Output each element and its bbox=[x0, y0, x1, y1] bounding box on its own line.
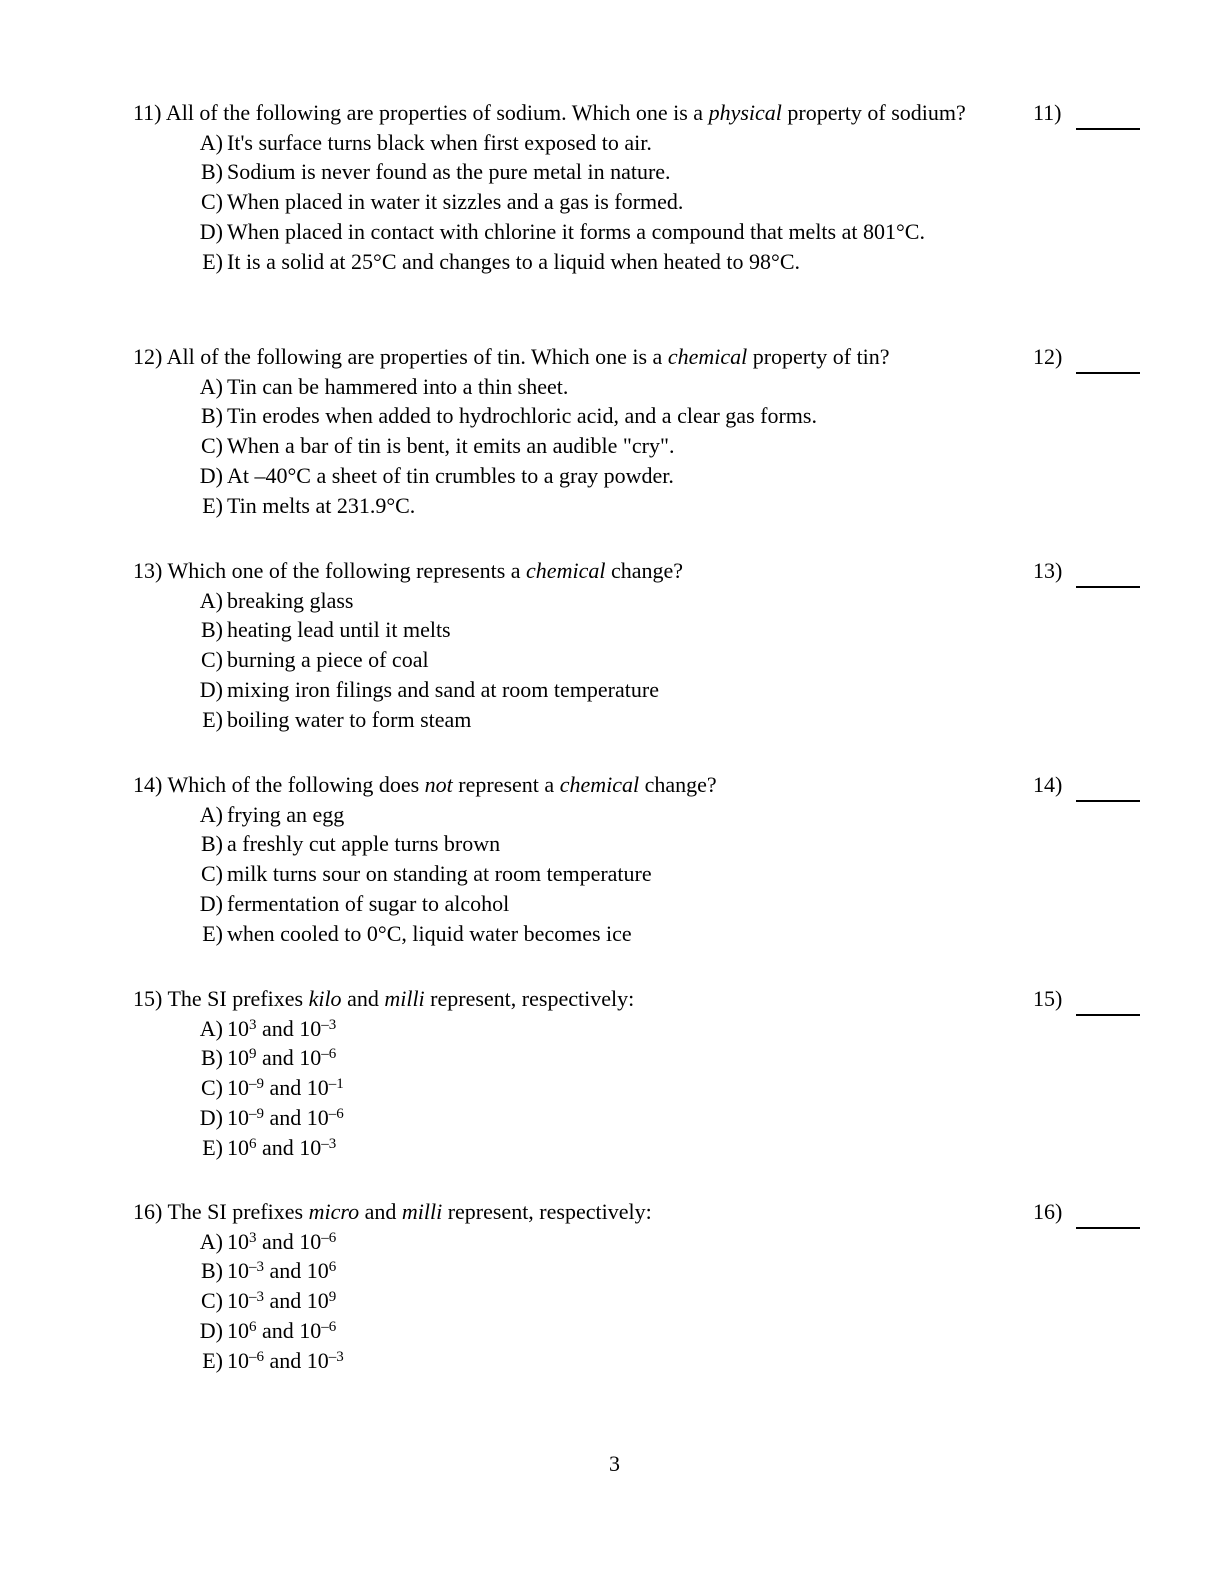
option-base: 10 bbox=[227, 1015, 249, 1041]
question-number: 12) bbox=[133, 344, 163, 369]
option-base: and 10 bbox=[264, 1075, 329, 1101]
option-c bbox=[133, 431, 1143, 461]
answer-blank[interactable] bbox=[1076, 800, 1140, 802]
option-exponent: 3 bbox=[249, 1229, 257, 1246]
option-letter: E) bbox=[202, 1347, 223, 1373]
option-base: 10 bbox=[227, 1045, 249, 1071]
option-c bbox=[133, 1286, 1143, 1316]
option-b bbox=[133, 829, 1143, 859]
option-a bbox=[133, 372, 1143, 402]
option-list bbox=[133, 586, 1143, 735]
answer-blank[interactable] bbox=[1076, 1014, 1140, 1016]
option-b bbox=[133, 1043, 1143, 1073]
option-letter: A) bbox=[199, 129, 223, 155]
option-base: and 10 bbox=[256, 1045, 322, 1071]
option-text: heating lead until it melts bbox=[227, 617, 451, 643]
option-b bbox=[133, 1256, 1143, 1286]
option-exponent: –6 bbox=[321, 1046, 337, 1063]
option-c bbox=[133, 1073, 1143, 1103]
option-letter: D) bbox=[199, 218, 223, 244]
stem-text: represent, respectively: bbox=[424, 986, 635, 1011]
option-text: when cooled to 0°C, liquid water becomes ice bbox=[227, 920, 632, 946]
stem-text: All of the following are properties of tin. Which one is a bbox=[166, 344, 668, 369]
option-exponent: –3 bbox=[249, 1259, 264, 1276]
question-number: 15) bbox=[133, 986, 163, 1011]
option-letter: A) bbox=[199, 373, 223, 399]
option-list bbox=[133, 1227, 1143, 1376]
question-stem bbox=[133, 98, 991, 128]
option-base: 10 bbox=[227, 1104, 249, 1130]
option-text: It is a solid at 25°C and changes to a liquid when heated to 98°C. bbox=[227, 248, 800, 274]
stem-text: Which one of the following represents a bbox=[167, 558, 527, 583]
option-letter: A) bbox=[199, 1015, 223, 1041]
option-letter: E) bbox=[202, 1134, 223, 1160]
option-text: When a bar of tin is bent, it emits an audible "cry". bbox=[227, 433, 675, 459]
question-number: 13) bbox=[133, 558, 163, 583]
page-number: 3 bbox=[609, 1451, 620, 1476]
option-b bbox=[133, 615, 1143, 645]
question-12 bbox=[133, 342, 1143, 520]
option-base: 10 bbox=[227, 1258, 249, 1284]
option-exponent: –1 bbox=[328, 1076, 344, 1093]
option-letter: C) bbox=[201, 433, 223, 459]
option-letter: C) bbox=[201, 1288, 223, 1314]
stem-text: The SI prefixes bbox=[167, 1199, 309, 1224]
option-exponent: 6 bbox=[249, 1318, 257, 1335]
answer-number: 15) bbox=[1033, 986, 1063, 1011]
question-stem bbox=[133, 984, 991, 1014]
option-exponent: –3 bbox=[321, 1016, 337, 1033]
option-exponent: –6 bbox=[321, 1229, 337, 1246]
option-base: 10 bbox=[227, 1075, 249, 1101]
option-b bbox=[133, 157, 1143, 187]
option-list bbox=[133, 372, 1143, 521]
option-letter: E) bbox=[202, 920, 223, 946]
option-exponent: –9 bbox=[249, 1105, 264, 1122]
option-text: burning a piece of coal bbox=[227, 647, 429, 673]
question-stem bbox=[133, 1197, 991, 1227]
option-exponent: –3 bbox=[328, 1348, 344, 1365]
option-exponent: –9 bbox=[249, 1076, 264, 1093]
stem-emphasis: chemical bbox=[526, 558, 606, 583]
option-text: boiling water to form steam bbox=[227, 706, 472, 732]
stem-text: All of the following are properties of sodium. Which one is a bbox=[165, 100, 709, 125]
stem-text: represent, respectively: bbox=[442, 1199, 652, 1224]
option-letter: D) bbox=[199, 1104, 223, 1130]
option-a bbox=[133, 128, 1143, 158]
option-exponent: –6 bbox=[328, 1105, 344, 1122]
answer-number: 16) bbox=[1033, 1199, 1063, 1224]
option-exponent: 6 bbox=[249, 1135, 257, 1152]
option-list bbox=[133, 128, 1143, 277]
option-base: 10 bbox=[227, 1228, 249, 1254]
option-text: frying an egg bbox=[227, 801, 345, 827]
option-letter: B) bbox=[201, 831, 223, 857]
stem-text: and bbox=[341, 986, 385, 1011]
option-letter: A) bbox=[199, 1228, 223, 1254]
option-list bbox=[133, 1014, 1143, 1163]
option-text: fermentation of sugar to alcohol bbox=[227, 890, 510, 916]
stem-text: and bbox=[359, 1199, 402, 1224]
stem-emphasis: milli bbox=[384, 986, 425, 1011]
option-text: It's surface turns black when first exposed to air. bbox=[227, 129, 652, 155]
option-text: At –40°C a sheet of tin crumbles to a gray powder. bbox=[227, 462, 674, 488]
option-base: and 10 bbox=[256, 1317, 322, 1343]
answer-number: 13) bbox=[1033, 558, 1063, 583]
stem-emphasis: physical bbox=[708, 100, 782, 125]
stem-text: change? bbox=[605, 558, 684, 583]
answer-number: 11) bbox=[1033, 100, 1062, 125]
option-letter: C) bbox=[201, 647, 223, 673]
option-letter: B) bbox=[201, 159, 223, 185]
answer-blank[interactable] bbox=[1076, 372, 1140, 374]
option-letter: C) bbox=[201, 189, 223, 215]
option-exponent: 6 bbox=[328, 1259, 337, 1276]
option-e bbox=[133, 1346, 1143, 1376]
option-text: milk turns sour on standing at room temperature bbox=[227, 861, 652, 887]
question-stem bbox=[133, 556, 991, 586]
option-letter: E) bbox=[202, 492, 223, 518]
answer-number: 12) bbox=[1033, 344, 1063, 369]
option-base: 10 bbox=[227, 1288, 249, 1314]
option-d bbox=[133, 217, 1143, 247]
stem-emphasis: milli bbox=[401, 1199, 443, 1224]
stem-text: represent a bbox=[452, 772, 560, 797]
stem-emphasis: micro bbox=[308, 1199, 360, 1224]
option-b bbox=[133, 401, 1143, 431]
option-e bbox=[133, 247, 1143, 277]
option-letter: D) bbox=[199, 1317, 223, 1343]
option-exponent: 9 bbox=[328, 1289, 337, 1306]
stem-text: The SI prefixes bbox=[167, 986, 309, 1011]
option-text: Tin erodes when added to hydrochloric acid, and a clear gas forms. bbox=[227, 403, 817, 429]
option-exponent: 9 bbox=[249, 1046, 257, 1063]
option-text: Sodium is never found as the pure metal in nature. bbox=[227, 159, 671, 185]
answer-blank[interactable] bbox=[1076, 1227, 1140, 1229]
question-16 bbox=[133, 1197, 1143, 1375]
option-base: and 10 bbox=[256, 1228, 322, 1254]
option-d bbox=[133, 889, 1143, 919]
question-15 bbox=[133, 984, 1143, 1162]
answer-blank[interactable] bbox=[1076, 586, 1140, 588]
answer-number: 14) bbox=[1033, 772, 1063, 797]
option-text: Tin melts at 231.9°C. bbox=[227, 492, 416, 518]
option-letter: B) bbox=[201, 403, 223, 429]
question-13 bbox=[133, 556, 1143, 734]
option-letter: B) bbox=[201, 617, 223, 643]
option-base: 10 bbox=[227, 1347, 249, 1373]
stem-emphasis: kilo bbox=[308, 986, 342, 1011]
option-base: and 10 bbox=[264, 1104, 329, 1130]
question-number: 14) bbox=[133, 772, 163, 797]
option-d bbox=[133, 675, 1143, 705]
option-c bbox=[133, 187, 1143, 217]
option-base: and 10 bbox=[256, 1015, 322, 1041]
option-exponent: –3 bbox=[321, 1135, 337, 1152]
option-letter: D) bbox=[199, 676, 223, 702]
option-c bbox=[133, 645, 1143, 675]
option-text: mixing iron filings and sand at room temperature bbox=[227, 676, 659, 702]
question-stem bbox=[133, 342, 991, 372]
stem-emphasis: not bbox=[424, 772, 453, 797]
option-a bbox=[133, 1227, 1143, 1257]
question-11 bbox=[133, 98, 1143, 276]
option-exponent: –6 bbox=[249, 1348, 264, 1365]
option-text: a freshly cut apple turns brown bbox=[227, 831, 501, 857]
option-text: When placed in contact with chlorine it forms a compound that melts at 801°C. bbox=[227, 218, 925, 244]
option-letter: E) bbox=[202, 706, 223, 732]
option-e bbox=[133, 491, 1143, 521]
option-d bbox=[133, 461, 1143, 491]
option-letter: D) bbox=[199, 462, 223, 488]
option-base: and 10 bbox=[264, 1288, 329, 1314]
option-list bbox=[133, 800, 1143, 949]
option-e bbox=[133, 705, 1143, 735]
question-number: 11) bbox=[133, 100, 162, 125]
option-letter: A) bbox=[199, 587, 223, 613]
option-e bbox=[133, 1133, 1143, 1163]
answer-blank[interactable] bbox=[1076, 128, 1140, 130]
option-letter: D) bbox=[199, 890, 223, 916]
option-letter: B) bbox=[201, 1258, 223, 1284]
option-text: Tin can be hammered into a thin sheet. bbox=[227, 373, 569, 399]
stem-text: change? bbox=[639, 772, 717, 797]
option-c bbox=[133, 859, 1143, 889]
stem-text: property of sodium? bbox=[781, 100, 966, 125]
stem-text: Which of the following does bbox=[167, 772, 425, 797]
option-text: When placed in water it sizzles and a gas is formed. bbox=[227, 189, 684, 215]
option-letter: A) bbox=[199, 801, 223, 827]
option-letter: C) bbox=[201, 861, 223, 887]
option-text: breaking glass bbox=[227, 587, 354, 613]
question-number: 16) bbox=[133, 1199, 163, 1224]
stem-emphasis: chemical bbox=[667, 344, 748, 369]
option-a bbox=[133, 586, 1143, 616]
option-exponent: 3 bbox=[249, 1016, 257, 1033]
stem-emphasis: chemical bbox=[559, 772, 640, 797]
option-base: and 10 bbox=[256, 1134, 322, 1160]
option-exponent: –3 bbox=[249, 1289, 264, 1306]
option-base: 10 bbox=[227, 1134, 249, 1160]
option-d bbox=[133, 1103, 1143, 1133]
question-stem bbox=[133, 770, 991, 800]
question-14 bbox=[133, 770, 1143, 948]
option-letter: C) bbox=[201, 1075, 223, 1101]
option-a bbox=[133, 1014, 1143, 1044]
option-base: 10 bbox=[227, 1317, 249, 1343]
option-a bbox=[133, 800, 1143, 830]
stem-text: property of tin? bbox=[747, 344, 890, 369]
option-d bbox=[133, 1316, 1143, 1346]
option-base: and 10 bbox=[264, 1347, 329, 1373]
option-exponent: –6 bbox=[321, 1318, 337, 1335]
option-e bbox=[133, 919, 1143, 949]
option-letter: E) bbox=[202, 248, 223, 274]
option-letter: B) bbox=[201, 1045, 223, 1071]
option-base: and 10 bbox=[264, 1258, 329, 1284]
